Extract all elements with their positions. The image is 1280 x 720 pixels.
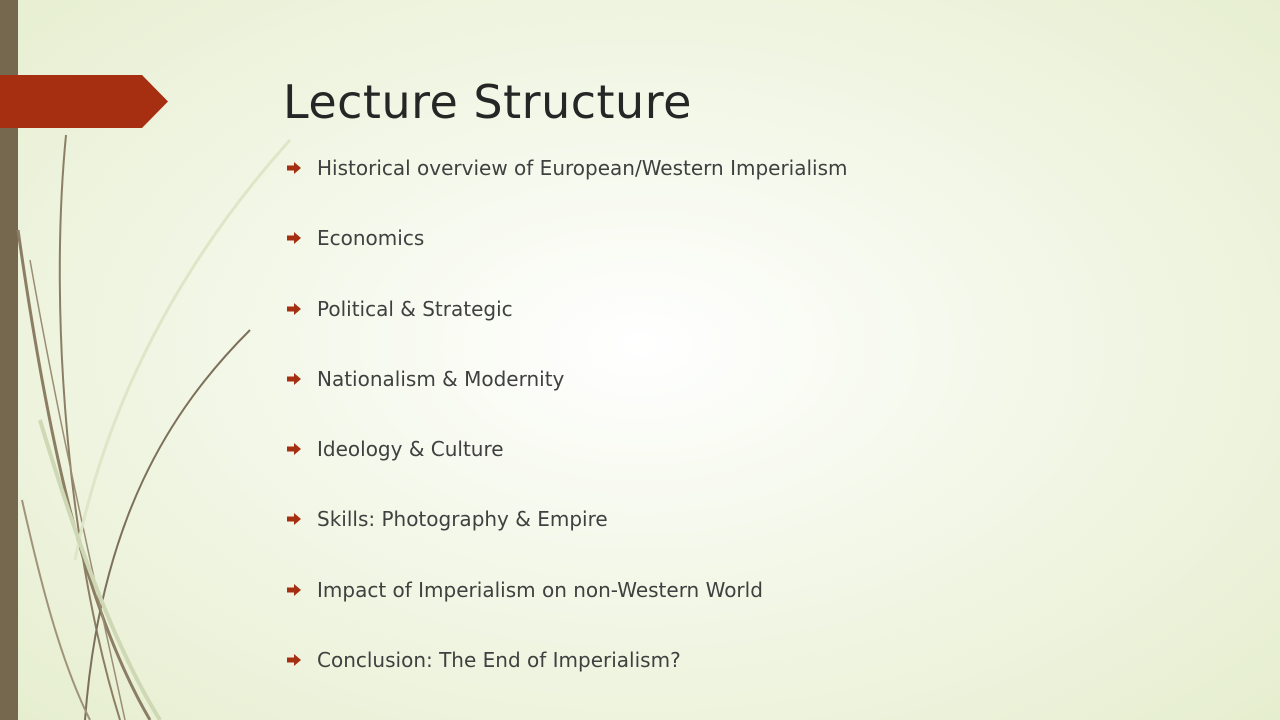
arrow-right-icon	[287, 361, 317, 397]
arrow-right-icon	[287, 431, 317, 467]
bullet-text: Skills: Photography & Empire	[317, 507, 608, 532]
list-item	[287, 642, 848, 712]
title-accent-tab	[0, 75, 168, 128]
bullet-list	[287, 150, 848, 712]
list-item	[287, 291, 848, 361]
slide-title: Lecture Structure	[283, 75, 692, 129]
list-item	[287, 501, 848, 571]
bullet-text: Nationalism & Modernity	[317, 366, 565, 391]
list-item	[287, 572, 848, 642]
bullet-text: Political & Strategic	[317, 296, 513, 321]
arrow-right-icon	[287, 572, 317, 608]
arrow-right-icon	[287, 150, 317, 186]
arrow-right-icon	[287, 642, 317, 678]
list-item	[287, 431, 848, 501]
bullet-text: Impact of Imperialism on non-Western World	[317, 577, 763, 602]
list-item	[287, 361, 848, 431]
bullet-text: Ideology & Culture	[317, 437, 504, 462]
arrow-right-icon	[287, 220, 317, 256]
bullet-text: Economics	[317, 226, 425, 251]
list-item	[287, 220, 848, 290]
list-item	[287, 150, 848, 220]
bullet-text: Historical overview of European/Western Imperialism	[317, 156, 848, 180]
arrow-right-icon	[287, 501, 317, 537]
bullet-text: Conclusion: The End of Imperialism?	[317, 648, 681, 673]
arrow-right-icon	[287, 291, 317, 327]
